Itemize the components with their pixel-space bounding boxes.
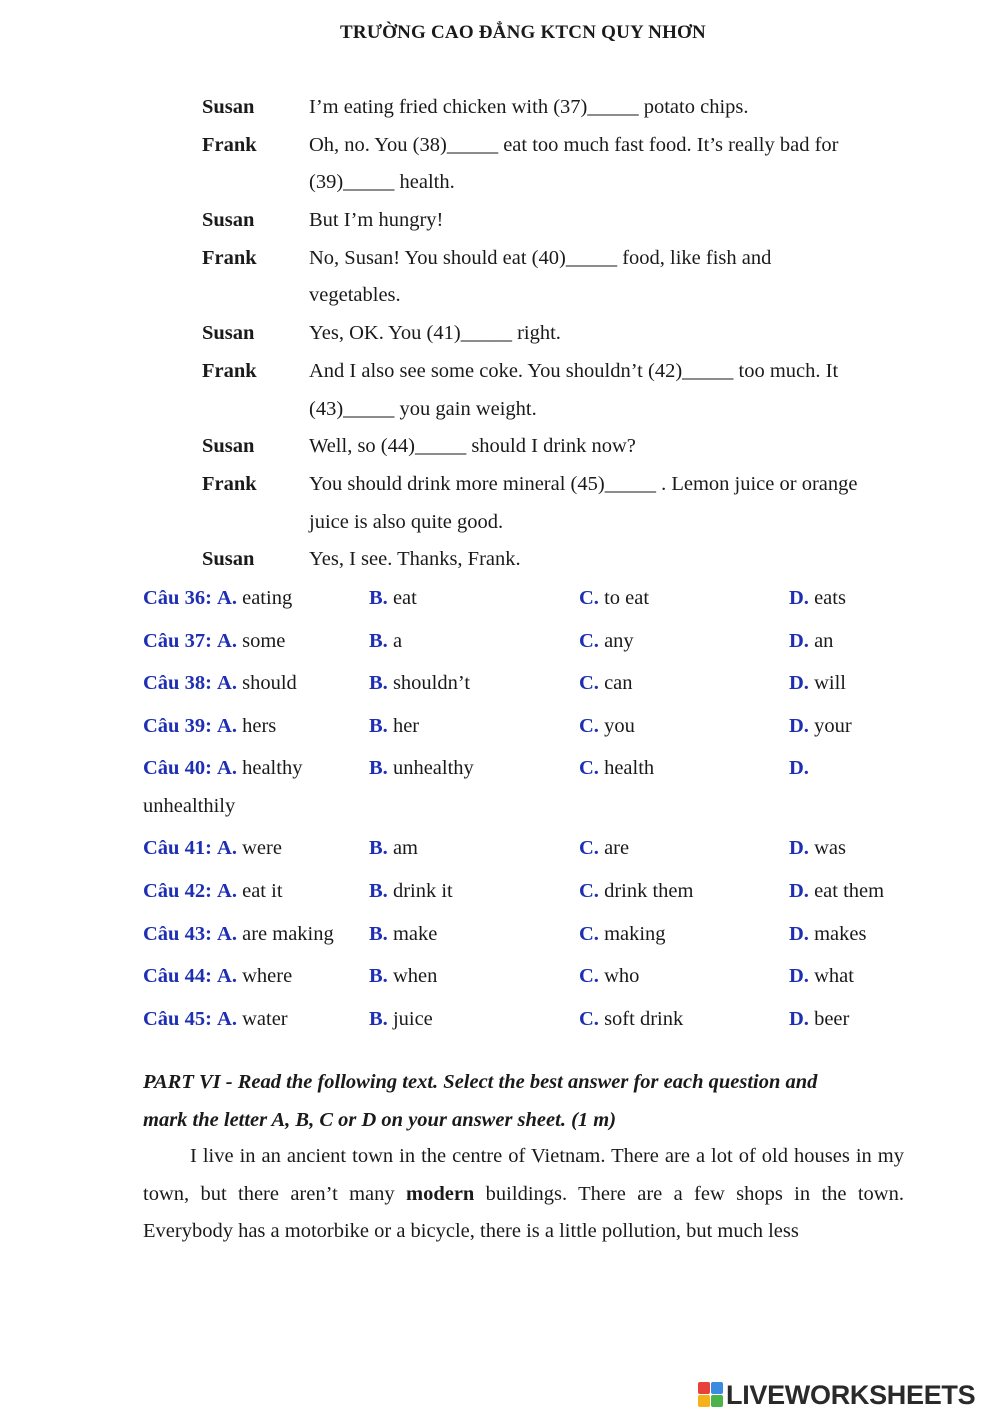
option-letter: C.	[579, 1007, 599, 1030]
option-letter: B.	[369, 629, 388, 652]
dialogue-line	[0, 391, 1000, 429]
dialogue-text: Oh, no. You (38)_____ eat too much fast food. It’s really bad for	[309, 133, 839, 156]
option-c	[579, 998, 683, 1041]
part-vi-line-2: mark the letter A, B, C or D on your answer sheet. (1 m)	[143, 1109, 617, 1131]
dialogue-line	[0, 541, 1000, 579]
part-vi-line-1: PART VI - Read the following text. Select the best answer for each question and	[143, 1071, 818, 1093]
dialogue-text: You should drink more mineral (45)_____ . Lemon juice or orange	[309, 472, 858, 495]
question-row	[0, 913, 1000, 956]
option-text: hers	[242, 714, 277, 737]
option-d	[789, 577, 846, 620]
option-text: health	[604, 757, 655, 780]
option-d	[789, 827, 846, 870]
option-letter: C.	[579, 672, 599, 695]
option-letter: D.	[789, 965, 809, 988]
option-c	[579, 662, 633, 705]
option-letter: B.	[369, 587, 388, 609]
option-b	[369, 827, 418, 870]
option-letter: A.	[217, 629, 237, 652]
option-text: her	[392, 714, 420, 737]
question-number: Câu 44:	[143, 965, 212, 988]
option-text: you	[604, 714, 635, 737]
option-letter: B.	[369, 672, 388, 695]
option-letter: A.	[217, 965, 237, 988]
question-number: Câu 45:	[143, 1007, 212, 1030]
dialogue-line	[0, 127, 1000, 165]
option-a	[143, 662, 297, 705]
dialogue-line	[0, 315, 1000, 353]
option-d	[789, 998, 849, 1041]
option-letter: D.	[789, 672, 809, 695]
option-b	[369, 620, 402, 663]
dialogue-text: vegetables.	[309, 284, 401, 307]
option-letter: C.	[579, 714, 599, 737]
option-text: making	[604, 922, 666, 945]
option-a	[143, 955, 292, 998]
dialogue-line	[0, 89, 1000, 127]
option-text: where	[242, 965, 293, 988]
question-row	[0, 998, 1000, 1041]
dialogue-line	[0, 504, 1000, 542]
dialogue-speaker: Susan	[202, 435, 255, 458]
dialogue-line	[0, 164, 1000, 202]
dialogue-text: (43)_____ you gain weight.	[309, 397, 537, 420]
dialogue-line	[0, 202, 1000, 240]
option-text: eating	[242, 587, 293, 609]
option-letter: C.	[579, 922, 599, 945]
dialogue-text: (39)_____ health.	[309, 171, 455, 194]
option-letter: B.	[369, 757, 388, 780]
question-row	[0, 955, 1000, 998]
option-text: unhealthy	[392, 757, 474, 780]
dialogue-text: Yes, I see. Thanks, Frank.	[309, 548, 521, 571]
dialogue-text: Well, so (44)_____ should I drink now?	[309, 435, 636, 458]
option-letter: A.	[217, 672, 237, 695]
question-row	[0, 870, 1000, 913]
question-row	[0, 620, 1000, 663]
option-text: an	[814, 629, 834, 652]
dialogue-text: I’m eating fried chicken with (37)_____ potato chips.	[309, 96, 749, 118]
option-a	[143, 620, 285, 663]
option-letter: A.	[217, 1007, 237, 1030]
option-text: are	[604, 837, 630, 860]
dialogue-text: And I also see some coke. You shouldn’t (42)_____ too much. It	[309, 359, 839, 382]
option-c	[579, 955, 639, 998]
option-b	[369, 705, 419, 748]
option-letter: C.	[579, 629, 599, 652]
option-letter: A.	[217, 922, 237, 945]
option-c	[579, 705, 635, 748]
option-letter: A.	[217, 714, 237, 737]
option-letter: D.	[789, 629, 809, 652]
option-a	[143, 827, 282, 870]
question-row	[0, 705, 1000, 748]
question-row	[0, 577, 1000, 620]
option-c	[579, 913, 666, 956]
option-c	[579, 577, 649, 620]
option-a	[143, 913, 334, 956]
dialogue-line	[0, 277, 1000, 315]
question-list	[0, 577, 1000, 1040]
option-text: eat	[392, 587, 417, 609]
option-letter: D.	[789, 922, 809, 945]
option-letter: B.	[369, 922, 388, 945]
option-letter: D.	[789, 587, 809, 609]
option-text: should	[242, 672, 297, 695]
reading-passage	[143, 1138, 904, 1251]
question-number: Câu 39:	[143, 714, 212, 737]
dialogue-speaker: Susan	[202, 548, 255, 571]
option-b	[369, 747, 474, 790]
passage-text-start: I live in an ancient town in the centre of Vietnam. There are a lot of old houses in my town, but there aren’t many	[143, 1145, 904, 1205]
option-text: beer	[814, 1007, 850, 1030]
option-a	[143, 998, 288, 1041]
option-letter: A.	[217, 757, 237, 780]
option-text: drink it	[392, 879, 453, 902]
option-a	[143, 577, 292, 620]
option-b	[369, 955, 437, 998]
option-text: will	[814, 672, 846, 695]
option-text: your	[814, 714, 852, 737]
option-letter: D.	[789, 757, 809, 780]
option-letter: D.	[789, 879, 809, 902]
option-d	[789, 955, 854, 998]
liveworksheets-wordmark: LIVEWORKSHEETS	[726, 1379, 976, 1410]
option-letter: C.	[579, 587, 599, 609]
passage-text-end: buildings. There are a few shops in the town. Everybody has a motorbike or a bicycle, there is a little pollution, but much less	[143, 1182, 904, 1242]
option-text: who	[604, 965, 640, 988]
option-text: were	[242, 837, 282, 860]
option-text: some	[242, 629, 286, 652]
option-text: unhealthily	[143, 795, 236, 818]
dialogue-text: No, Susan! You should eat (40)_____ food, like fish and	[309, 246, 772, 269]
dialogue	[0, 89, 1000, 579]
liveworksheets-logo	[698, 1378, 975, 1412]
option-d	[789, 747, 809, 790]
dialogue-speaker: Frank	[202, 246, 257, 269]
option-b	[369, 998, 433, 1041]
option-text: soft drink	[604, 1007, 684, 1030]
dialogue-speaker: Frank	[202, 133, 257, 156]
question-row	[0, 747, 1000, 827]
dialogue-line	[0, 240, 1000, 278]
option-text: water	[242, 1007, 288, 1030]
dialogue-speaker: Susan	[202, 96, 255, 118]
option-letter: B.	[369, 714, 388, 737]
option-text: eat them	[814, 879, 885, 902]
option-text: drink them	[604, 879, 694, 902]
dialogue-line	[0, 466, 1000, 504]
part-vi-instructions	[143, 1063, 903, 1139]
question-row	[0, 827, 1000, 870]
option-c	[579, 747, 654, 790]
option-text: am	[392, 837, 418, 860]
option-text: eat it	[242, 879, 283, 902]
page-header	[0, 22, 1000, 44]
option-text: are making	[242, 922, 334, 945]
option-b	[369, 913, 437, 956]
option-letter: B.	[369, 879, 388, 902]
option-a	[143, 870, 283, 913]
option-b	[369, 577, 417, 620]
dialogue-text: juice is also quite good.	[309, 510, 504, 533]
option-a	[143, 705, 276, 748]
question-number: Câu 36:	[143, 587, 212, 609]
dialogue-speaker: Frank	[202, 472, 257, 495]
option-letter: C.	[579, 965, 599, 988]
option-text: a	[392, 629, 403, 652]
dialogue-speaker: Susan	[202, 322, 255, 345]
option-letter: B.	[369, 1007, 388, 1030]
option-letter: B.	[369, 837, 388, 860]
option-c	[579, 620, 634, 663]
dialogue-speaker: Susan	[202, 209, 255, 232]
option-text: any	[604, 629, 634, 652]
option-d	[789, 620, 833, 663]
option-d	[789, 662, 846, 705]
question-number: Câu 37:	[143, 629, 212, 652]
question-number: Câu 41:	[143, 837, 212, 860]
option-letter: B.	[369, 965, 388, 988]
option-b	[369, 870, 453, 913]
option-text: when	[392, 965, 438, 988]
option-text: make	[392, 922, 438, 945]
option-letter: C.	[579, 879, 599, 902]
option-letter: A.	[217, 879, 237, 902]
dialogue-speaker: Frank	[202, 359, 257, 382]
option-letter: C.	[579, 837, 599, 860]
dialogue-text: But I’m hungry!	[309, 209, 444, 232]
option-text: eats	[814, 587, 846, 609]
option-text: shouldn’t	[392, 672, 471, 695]
option-d	[789, 913, 866, 956]
option-text: makes	[814, 922, 867, 945]
option-d	[789, 870, 884, 913]
question-row	[0, 662, 1000, 705]
liveworksheets-icon	[698, 1382, 724, 1408]
option-letter: D.	[789, 714, 809, 737]
option-text: to eat	[604, 587, 650, 609]
option-c	[579, 827, 629, 870]
option-letter: A.	[217, 837, 237, 860]
option-text: healthy	[242, 757, 303, 780]
question-number: Câu 43:	[143, 922, 212, 945]
option-text: can	[604, 672, 633, 695]
option-letter: A.	[217, 587, 237, 609]
dialogue-line	[0, 428, 1000, 466]
passage-bold-word: modern	[406, 1182, 475, 1205]
question-number: Câu 38:	[143, 672, 212, 695]
school-title: TRƯỜNG CAO ĐẲNG KTCN QUY NHƠN	[340, 22, 706, 43]
option-letter: D.	[789, 1007, 809, 1030]
question-number: Câu 40:	[143, 757, 212, 780]
option-text: was	[814, 837, 846, 860]
option-b	[369, 662, 470, 705]
option-c	[579, 870, 693, 913]
option-d	[789, 705, 852, 748]
option-text: juice	[392, 1007, 433, 1030]
option-text: what	[814, 965, 854, 988]
question-number: Câu 42:	[143, 879, 212, 902]
option-letter: C.	[579, 757, 599, 780]
dialogue-line	[0, 353, 1000, 391]
option-letter: D.	[789, 837, 809, 860]
dialogue-text: Yes, OK. You (41)_____ right.	[309, 322, 561, 345]
option-a	[143, 747, 302, 790]
